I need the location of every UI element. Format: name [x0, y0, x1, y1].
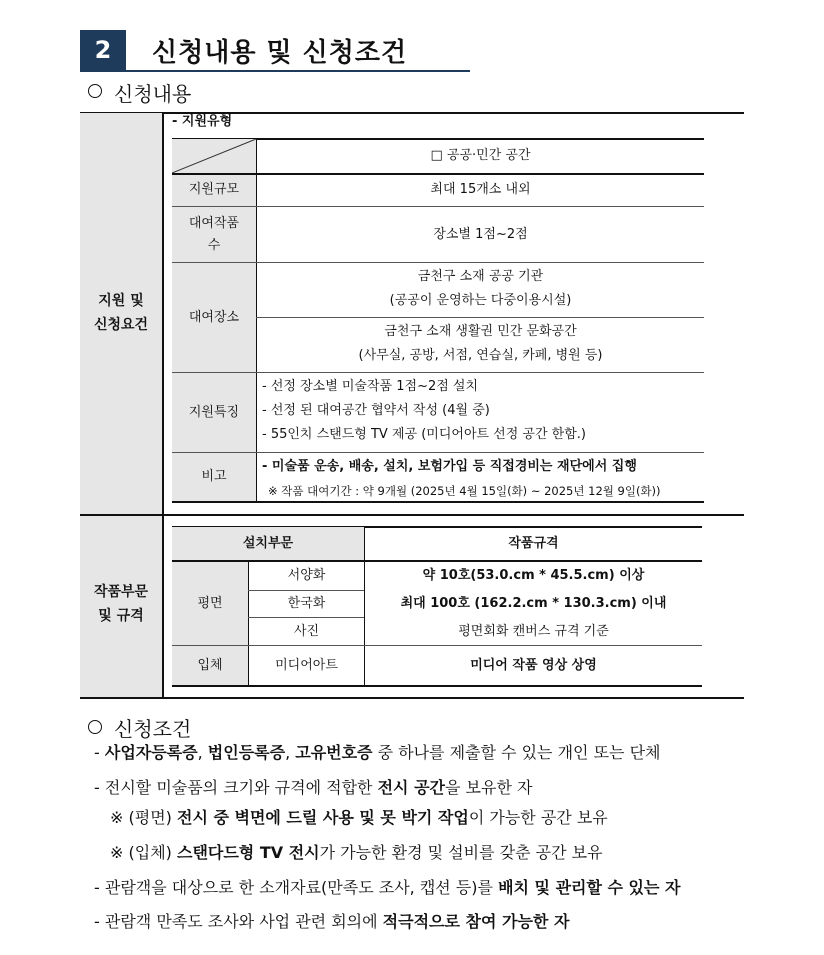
left-column-divider	[162, 112, 164, 698]
condition-item-1	[94, 741, 661, 765]
works-header-category: 설치부문	[242, 535, 294, 551]
header-public-private: □ 공공·민간 공간	[430, 148, 531, 163]
cond-bold: 스탠다드형 TV 전시	[176, 843, 320, 862]
label-features: 지원특징	[188, 404, 240, 420]
section-title-conditions: 신청조건	[114, 717, 192, 741]
works-header-spec: 작품규격	[508, 535, 559, 551]
cond-text: 이 가능한 공간 보유	[468, 808, 608, 827]
value-scale: 최대 15개소 내외	[430, 182, 531, 197]
row-divider	[256, 317, 704, 318]
table-bottom-border	[80, 697, 744, 699]
circle-bullet-icon	[88, 84, 102, 98]
cond-text: -	[94, 743, 105, 762]
page-title: 신청내용 및 신청조건	[152, 37, 408, 68]
cond-bold: 전시 공간	[377, 778, 445, 797]
works-solid-name: 미디어아트	[275, 657, 338, 673]
cond-text: 가 가능한 환경 및 설비를 갖춘 공간 보유	[319, 843, 603, 862]
section-number-badge	[80, 30, 126, 70]
label-scale: 지원규모	[188, 182, 240, 197]
label-support-requirements: 지원 및 신청요건	[93, 293, 149, 333]
label-place: 대여장소	[188, 309, 240, 325]
diagonal-header-cell	[172, 139, 256, 173]
works-row-spec: 약 10호(53.0.cm * 45.5.cm) 이상	[422, 568, 645, 583]
section-divider	[80, 514, 744, 516]
works-table-bottom	[172, 685, 702, 687]
cond-text: ,	[285, 743, 296, 762]
feature-item: - 선정 된 대여공간 협약서 작성 (4월 중)	[262, 403, 490, 418]
place-private-line2: (사무실, 공방, 서점, 연습실, 카페, 병원 등)	[358, 348, 603, 363]
works-flat-label: 평면	[197, 595, 223, 611]
condition-item-2	[94, 776, 532, 800]
subheading-support-type: - 지원유형	[172, 114, 233, 129]
feature-item: - 55인치 스탠드형 TV 제공 (미디어아트 선정 공간 한함.)	[262, 427, 587, 442]
cond-text: ,	[197, 743, 208, 762]
value-place-private	[257, 320, 704, 368]
works-row-spec: 최대 100호 (162.2.cm * 130.3.cm) 이내	[400, 596, 667, 611]
cond-text: 중 하나를 제출할 수 있는 개인 또는 단체	[372, 743, 661, 762]
cond-bold: 전시 중 벽면에 드릴 사용 및 못 박기 작업	[176, 808, 469, 827]
value-features	[262, 375, 702, 447]
cond-text: - 관람객을 대상으로 한 소개자료(만족도 조사, 캡션 등)를	[94, 878, 499, 897]
cond-bold: 고유번호증	[295, 743, 373, 762]
note-line2: ※ 작품 대여기간 : 약 9개월 (2025년 4월 15일(화) ~ 2025년 12월 9일(화))	[268, 484, 661, 498]
label-works-spec: 작품부문 및 규격	[93, 584, 149, 624]
label-count: 대여작품 수	[188, 215, 240, 253]
title-underline	[80, 70, 470, 72]
place-public-line1: 금천구 소재 공공 기관	[417, 269, 544, 284]
section-number: 2	[94, 36, 112, 64]
value-note	[262, 455, 702, 503]
works-row-name: 서양화	[287, 568, 326, 583]
note-line1: - 미술품 운송, 배송, 설치, 보험가입 등 직접경비는 재단에서 집행	[262, 459, 637, 474]
feature-item: - 선정 장소별 미술작품 1점~2점 설치	[262, 379, 479, 394]
condition-item-4	[94, 910, 569, 934]
place-public-line2: (공공이 운영하는 다중이용시설)	[389, 293, 572, 308]
cond-text: ※ (평면)	[110, 808, 177, 827]
circle-bullet-icon	[88, 720, 102, 734]
value-count: 장소별 1점~2점	[433, 226, 528, 242]
cond-bold: 법인등록증	[207, 743, 286, 762]
works-row-spec: 평면회화 캔버스 규격 기준	[458, 623, 609, 639]
cond-text: ※ (입체)	[110, 843, 177, 862]
condition-item-3	[94, 876, 681, 900]
label-note: 비고	[201, 469, 227, 484]
value-place-public	[257, 265, 704, 313]
works-solid-label: 입체	[197, 657, 223, 673]
cond-bold: 배치 및 관리할 수 있는 자	[498, 878, 681, 897]
condition-note-flat	[110, 806, 608, 830]
cond-bold: 사업자등록증	[104, 743, 198, 762]
condition-note-solid	[110, 841, 603, 865]
cond-text: - 전시할 미술품의 크기와 규격에 적합한	[94, 778, 378, 797]
works-solid-spec: 미디어 작품 영상 상영	[470, 657, 597, 673]
cond-text: 을 보유한 자	[445, 778, 533, 797]
place-private-line1: 금천구 소재 생활권 민간 문화공간	[384, 324, 577, 339]
cond-bold: 적극적으로 참여 가능한 자	[382, 912, 570, 931]
works-row-name: 사진	[293, 623, 320, 639]
works-row-name: 한국화	[287, 596, 326, 611]
section-title-apply-content: 신청내용	[114, 82, 192, 106]
cond-text: - 관람객 만족도 조사와 사업 관련 회의에	[94, 912, 383, 931]
